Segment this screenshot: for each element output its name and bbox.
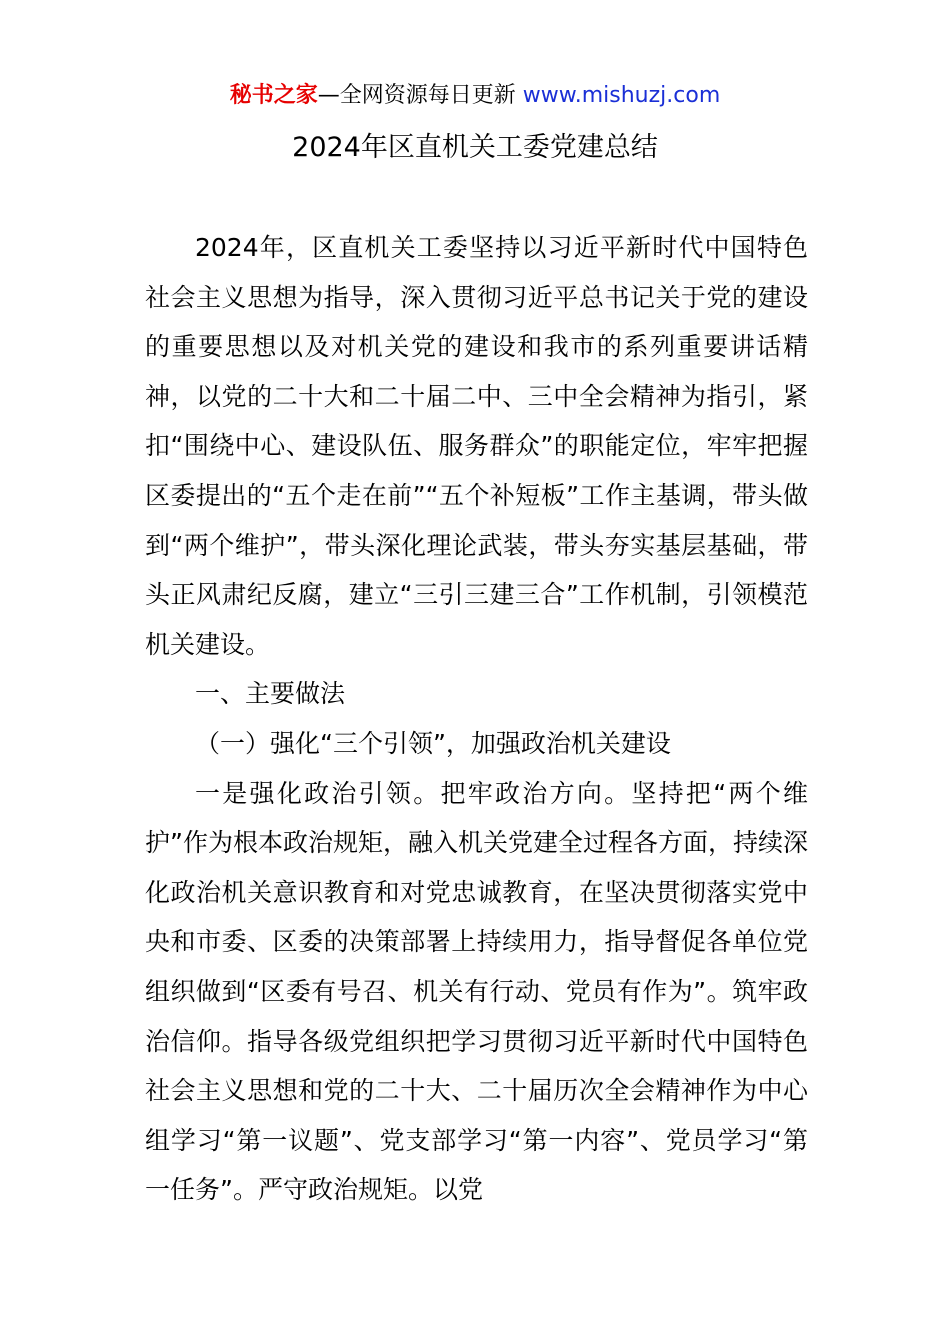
site-url[interactable]: www.mishuzj.com	[522, 83, 721, 108]
body-paragraph: 一是强化政治引领。把牢政治方向。坚持把“两个维护”作为根本政治规矩，融入机关党建全过程各方面，持续深化政治机关意识教育和对党忠诚教育，在坚决贯彻落实党中央和市委、区委的决策部署上持续用力，指导督促各单位党组织做到“区委有号召、机关有行动、党员有作为”。筑牢政治信仰。指导各级党组织把学习贯彻习近平新时代中国特色社会主义思想和党的二十大、二十届历次全会精神作为中心组学习“第一议题”、党支部学习“第一内容”、党员学习“第一任务”。严守政治规矩。以党	[145, 778, 808, 1205]
site-header	[0, 80, 950, 112]
section-heading: 一、主要做法	[195, 679, 346, 709]
subsection-heading: （一）强化“三个引领”，加强政治机关建设	[195, 728, 671, 758]
intro-paragraph: 2024年，区直机关工委坚持以习近平新时代中国特色社会主义思想为指导，深入贯彻习近平总书记关于党的建设的重要思想以及对机关党的建设和我市的系列重要讲话精神，以党的二十大和二十届二中、三中全会精神为指引，紧扣“围绕中心、建设队伍、服务群众”的职能定位，牢牢把握区委提出的“五个走在前”“五个补短板”工作主基调，带头做到“两个维护”，带头深化理论武装，带头夯实基层基础，带头正风肃纪反腐，建立“三引三建三合”工作机制，引领模范机关建设。	[145, 233, 808, 659]
header-tagline: —全网资源每日更新	[317, 83, 523, 108]
document-body	[145, 223, 808, 1215]
brand-name: 秘书之家	[229, 83, 318, 108]
document-title: 2024年区直机关工委党建总结	[292, 132, 658, 163]
